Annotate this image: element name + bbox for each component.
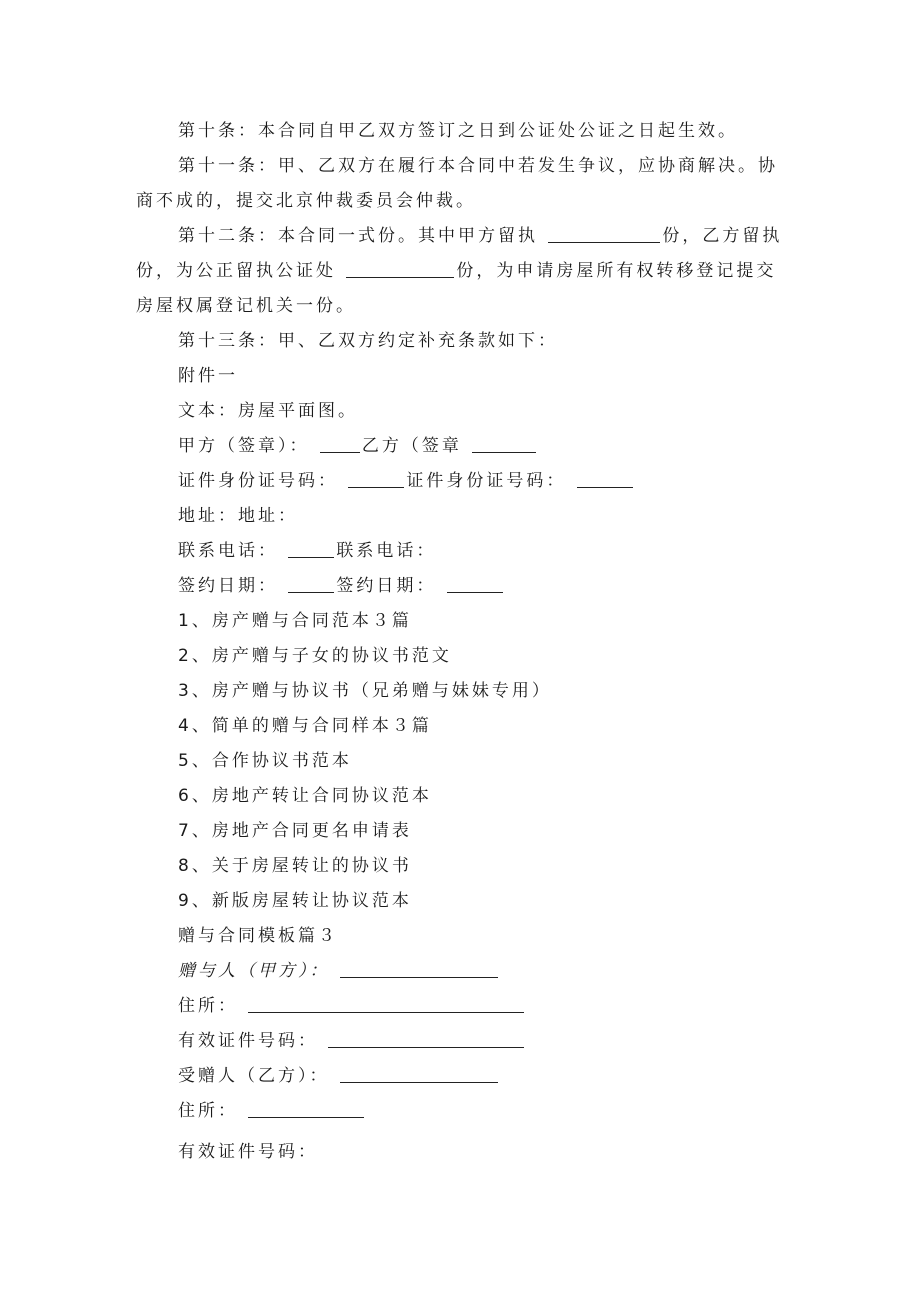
date-a-blank — [288, 574, 334, 593]
id-number-line: 证件身份证号码： 证件身份证号码： — [136, 464, 796, 499]
party-signature-line: 甲方（签章）： 乙方（签章 — [136, 429, 796, 464]
list-item[interactable]: 9、新版房屋转让协议范本 — [178, 891, 412, 911]
article-13: 第十三条：甲、乙双方约定补充条款如下： — [178, 331, 558, 351]
copies-a-blank — [548, 224, 660, 243]
document-body — [136, 114, 796, 1170]
donor-blank — [340, 959, 498, 978]
phone-line: 联系电话： 联系电话： — [178, 541, 437, 561]
donor-address-blank — [248, 994, 524, 1013]
donee-address-line: 住所： — [136, 1094, 796, 1129]
list-item[interactable]: 8、关于房屋转让的协议书 — [178, 856, 412, 876]
article-12: 第十二条：本合同一式份。其中甲方留执 份，乙方留执份，为公正留执公证处 份，为申请房屋所有权转移登记提交房屋权属登记机关一份。 — [136, 226, 783, 316]
party-b-blank — [472, 434, 536, 453]
donee-address-blank — [248, 1099, 364, 1118]
sign-date-line: 签约日期： 签约日期： — [136, 569, 796, 604]
donor-id-blank — [328, 1029, 524, 1048]
id-b-blank — [577, 469, 633, 488]
floor-plan-line: 文本：房屋平面图。 — [178, 401, 358, 421]
list-item[interactable]: 3、房产赠与协议书（兄弟赠与妹妹专用） — [178, 681, 552, 701]
attachment-label: 附件一 — [178, 366, 238, 386]
donor-line: 赠与人（甲方）： — [136, 954, 796, 989]
article-11: 第十一条：甲、乙双方在履行本合同中若发生争议，应协商解决。协商不成的，提交北京仲裁委员会仲裁。 — [136, 156, 778, 211]
donor-address-line: 住所： — [136, 989, 796, 1024]
list-item[interactable]: 7、房地产合同更名申请表 — [178, 821, 412, 841]
copies-notary-blank — [346, 259, 454, 278]
id-a-blank — [348, 469, 404, 488]
list-item[interactable]: 6、房地产转让合同协议范本 — [178, 786, 432, 806]
donor-id-line: 有效证件号码： — [136, 1024, 796, 1059]
donee-line: 受赠人（乙方）： — [136, 1059, 796, 1094]
donee-blank — [340, 1064, 498, 1083]
list-item[interactable]: 1、房产赠与合同范本３篇 — [178, 611, 412, 631]
list-item[interactable]: 4、简单的赠与合同样本３篇 — [178, 716, 432, 736]
party-a-blank — [320, 434, 360, 453]
phone-a-blank — [288, 539, 334, 558]
donee-id-line: 有效证件号码： — [178, 1142, 318, 1162]
address-line: 地址：地址： — [178, 506, 298, 526]
date-b-blank — [447, 574, 503, 593]
template3-heading: 赠与合同模板篇３ — [178, 926, 338, 946]
list-item[interactable]: 2、房产赠与子女的协议书范文 — [178, 646, 452, 666]
article-10: 第十条：本合同自甲乙双方签订之日到公证处公证之日起生效。 — [178, 121, 738, 141]
list-item[interactable]: 5、合作协议书范本 — [178, 751, 352, 771]
